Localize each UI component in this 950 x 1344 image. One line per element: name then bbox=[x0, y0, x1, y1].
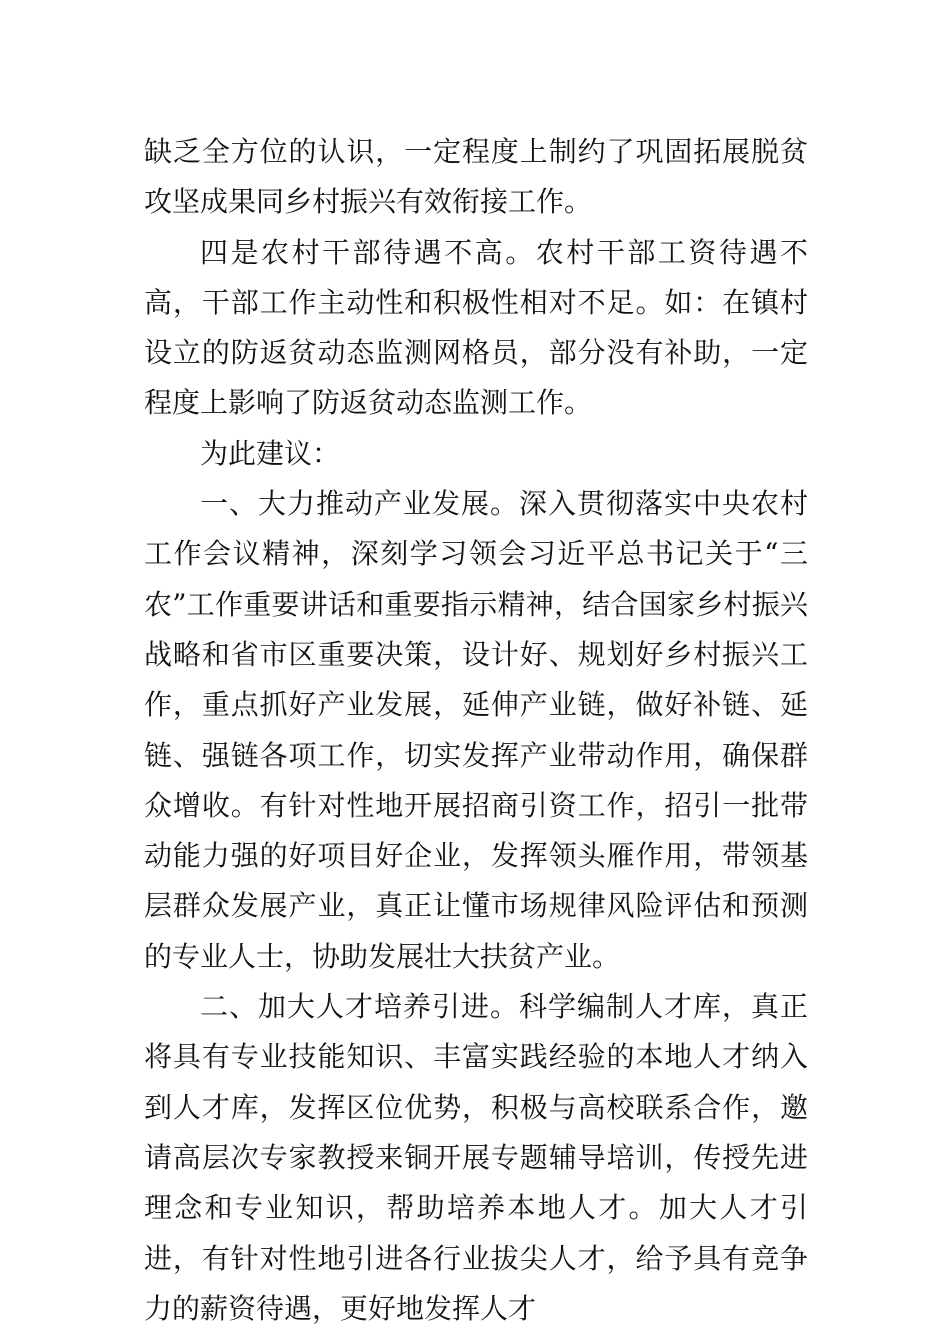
paragraph-1: 缺乏全方位的认识，一定程度上制约了巩固拓展脱贫攻坚成果同乡村振兴有效衔接工作。 bbox=[144, 135, 808, 219]
paragraph-3: 为此建议： bbox=[200, 436, 341, 470]
paragraph-4: 一、大力推动产业发展。深入贯彻落实中央农村工作会议精神，深刻学习领会习近平总书记关于“三农”工作重要讲话和重要指示精神，结合国家乡村振兴战略和省市区重要决策，设计好、规划好乡村振兴工作，重点抓好产业发展，延伸产业链，做好补链、延链、强链各项工作，切实发挥产业带动作用，确保群众增收。有针对性地开展招商引资工作，招引一批带动能力强的好项目好企业，发挥领头雁作用，带领基层群众发展产业，真正让懂市场规律风险评估和预测的专业人士，协助发展壮大扶贫产业。 bbox=[144, 487, 808, 973]
paragraph-5: 二、加大人才培养引进。科学编制人才库，真正将具有专业技能知识、丰富实践经验的本地人才纳入到人才库，发挥区位优势，积极与高校联系合作，邀请高层次专家教授来铜开展专题辅导培训，传授先进理念和专业知识，帮助培养本地人才。加大人才引进，有针对性地引进各行业拔尖人才，给予具有竞争力的薪资待遇，更好地发挥人才 bbox=[144, 990, 808, 1325]
document-body bbox=[144, 127, 808, 1334]
paragraph-2: 四是农村干部待遇不高。农村干部工资待遇不高，干部工作主动性和积极性相对不足。如：在镇村设立的防返贫动态监测网格员，部分没有补助，一定程度上影响了防返贫动态监测工作。 bbox=[144, 235, 808, 420]
